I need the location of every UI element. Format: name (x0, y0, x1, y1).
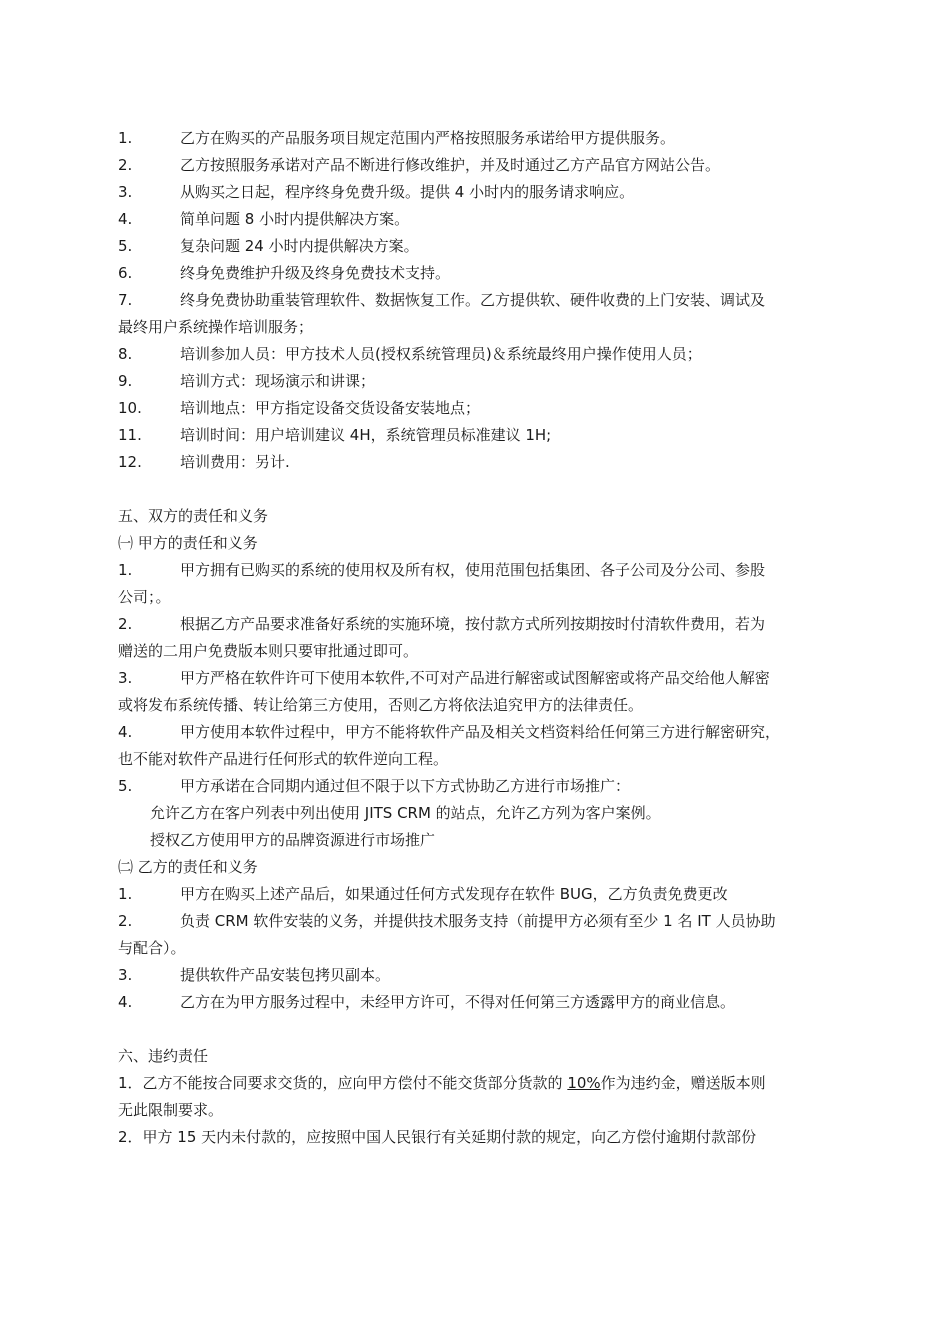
list-item (118, 665, 830, 719)
list-item (118, 989, 830, 1016)
breach-item-1-text-end: 作为违约金，赠送版本则 (600, 1074, 766, 1092)
item-text: 培训时间：用户培训建议 4H，系统管理员标准建议 1H; (180, 426, 552, 444)
list-item (118, 152, 830, 179)
list-item (118, 557, 830, 611)
party-b-list (118, 881, 830, 1016)
list-item (118, 962, 830, 989)
list-item (118, 341, 830, 368)
item-number: 4. (118, 723, 133, 741)
item-number: 10. (118, 399, 142, 417)
list-item (118, 206, 830, 233)
item-number: 6. (118, 264, 133, 282)
list-item (118, 395, 830, 422)
item-number: 11. (118, 426, 142, 444)
list-item (118, 773, 830, 800)
item-text: 培训费用：另计. (180, 453, 290, 471)
list-item (118, 287, 830, 341)
breach-item-1-continued: 无此限制要求。 (118, 1101, 224, 1119)
item-text: 培训参加人员：甲方技术人员(授权系统管理员)＆系统最终用户操作使用人员； (180, 345, 702, 363)
item-text: 乙方在为甲方服务过程中，未经甲方许可，不得对任何第三方透露甲方的商业信息。 (180, 993, 736, 1011)
item-text-continued: 与配合）。 (118, 939, 186, 957)
subsection-heading: ㈠ 甲方的责任和义务 (118, 534, 258, 552)
breach-item-1-text: 1．乙方不能按合同要求交货的，应向甲方偿付不能交货部分货款的 (118, 1074, 568, 1092)
spacer (118, 1016, 830, 1043)
item-text: 乙方按照服务承诺对产品不断进行修改维护，并及时通过乙方产品官方网站公告。 (180, 156, 721, 174)
item-text-continued: 最终用户系统操作培训服务； (118, 318, 314, 336)
item-text-continued: 也不能对软件产品进行任何形式的软件逆向工程。 (118, 750, 449, 768)
item-number: 3. (118, 966, 133, 984)
item-number: 5. (118, 777, 133, 795)
list-item (118, 179, 830, 206)
list-item (118, 449, 830, 476)
spacer (118, 476, 830, 503)
party-a-list (118, 557, 830, 800)
list-item (118, 260, 830, 287)
item-text: 甲方承诺在合同期内通过但不限于以下方式协助乙方进行市场推广： (180, 777, 631, 795)
breach-item-1 (118, 1070, 830, 1097)
item-text: 甲方拥有已购买的系统的使用权及所有权，使用范围包括集团、各子公司及分公司、参股 (180, 561, 766, 579)
item-number: 2. (118, 912, 133, 930)
item-text: 负责 CRM 软件安装的义务，并提供技术服务支持（前提甲方必须有至少 1 名 IT 人员协助 (180, 912, 776, 930)
item-text: 甲方在购买上述产品后，如果通过任何方式发现存在软件 BUG，乙方负责免费更改 (180, 885, 728, 903)
list-item (118, 611, 830, 665)
item-number: 5. (118, 237, 133, 255)
item-text: 从购买之日起，程序终身免费升级。提供 4 小时内的服务请求响应。 (180, 183, 635, 201)
item-text: 培训地点：甲方指定设备交货设备安装地点； (180, 399, 481, 417)
item-text-continued: 赠送的二用户免费版本则只要审批通过即可。 (118, 642, 419, 660)
item-number: 9. (118, 372, 133, 390)
breach-item-2: 2．甲方 15 天内未付款的，应按照中国人民银行有关延期付款的规定，向乙方偿付逾期付款部份 (118, 1128, 757, 1146)
item-number: 12. (118, 453, 142, 471)
item-text: 根据乙方产品要求准备好系统的实施环境，按付款方式所列按期按时付清软件费用，若为 (180, 615, 766, 633)
penalty-rate: 10% (567, 1074, 601, 1092)
section-title: 五、双方的责任和义务 (118, 507, 269, 525)
item-number: 2. (118, 156, 133, 174)
item-text: 复杂问题 24 小时内提供解决方案。 (180, 237, 419, 255)
item-number: 3. (118, 669, 133, 687)
item-number: 1. (118, 561, 133, 579)
item-text: 提供软件产品安装包拷贝副本。 (180, 966, 391, 984)
item-text: 终身免费协助重装管理软件、数据恢复工作。乙方提供软、硬件收费的上门安装、调试及 (180, 291, 766, 309)
item-text: 培训方式：现场演示和讲课； (180, 372, 376, 390)
list-item (118, 719, 830, 773)
item-number: 2. (118, 615, 133, 633)
item-text: 甲方严格在软件许可下使用本软件,不可对产品进行解密或试图解密或将产品交给他人解密 (180, 669, 770, 687)
item-number: 8. (118, 345, 133, 363)
item-text: 甲方使用本软件过程中，甲方不能将软件产品及相关文档资料给任何第三方进行解密研究， (180, 723, 781, 741)
sub-item: 允许乙方在客户列表中列出使用 JITS CRM 的站点，允许乙方列为客户案例。 (150, 804, 661, 822)
item-number: 4. (118, 210, 133, 228)
item-number: 4. (118, 993, 133, 1011)
section-title: 六、违约责任 (118, 1047, 209, 1065)
item-text: 乙方在购买的产品服务项目规定范围内严格按照服务承诺给甲方提供服务。 (180, 129, 676, 147)
subsection-heading: ㈡ 乙方的责任和义务 (118, 858, 258, 876)
service-list (118, 125, 830, 476)
sub-item: 授权乙方使用甲方的品牌资源进行市场推广 (150, 831, 436, 849)
item-number: 7. (118, 291, 133, 309)
list-item (118, 422, 830, 449)
item-number: 1. (118, 885, 133, 903)
list-item (118, 908, 830, 962)
list-item (118, 368, 830, 395)
list-item (118, 233, 830, 260)
item-text-continued: 公司；。 (118, 588, 171, 606)
document-content (118, 125, 830, 1151)
item-text: 终身免费维护升级及终身免费技术支持。 (180, 264, 451, 282)
item-text-continued: 或将发布系统传播、转让给第三方使用，否则乙方将依法追究甲方的法律责任。 (118, 696, 644, 714)
item-number: 3. (118, 183, 133, 201)
list-item (118, 881, 830, 908)
list-item (118, 125, 830, 152)
item-text: 简单问题 8 小时内提供解决方案。 (180, 210, 410, 228)
item-number: 1. (118, 129, 133, 147)
